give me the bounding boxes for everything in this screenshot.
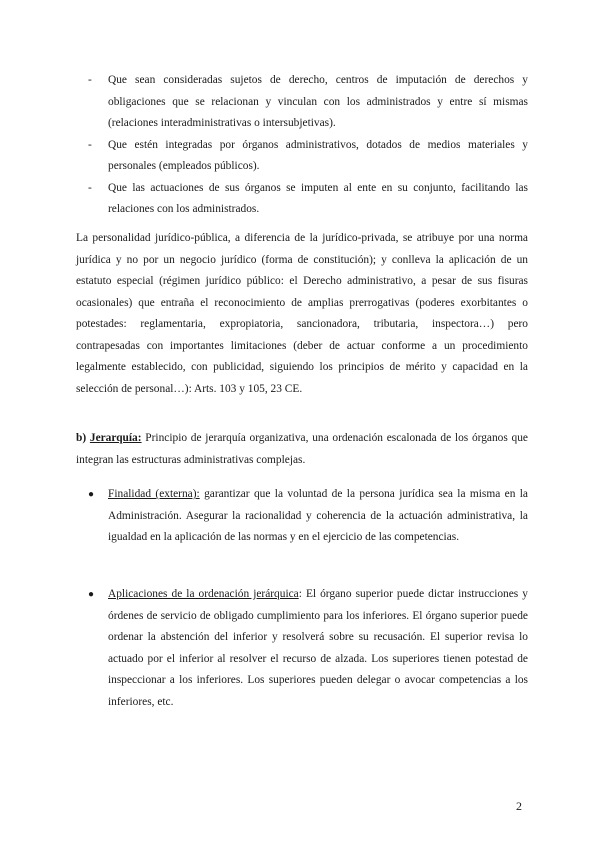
list-item-text: Que sean consideradas sujetos de derecho, centros de imputación de derechos y obligaciones que se relacionan y vinculan con los administrados y entre sí mismas (relaciones interadministrativas o intersubjetivas). — [108, 74, 528, 129]
section-letter: b) — [76, 432, 90, 444]
requirements-list — [88, 70, 528, 221]
bullet-text: garantizar que la voluntad de la persona jurídica sea la misma en la Administración. Asegurar la racionalidad y coherencia de la actuación administrativa, la igualdad en la aplicación de las normas y en el ejercicio de las competencias. — [108, 488, 528, 543]
list-item-text: Que estén integradas por órganos administrativos, dotados de medios materiales y personales (empleados públicos). — [108, 138, 528, 172]
jerarquia-paragraph — [76, 428, 528, 471]
dash-marker: - — [88, 181, 92, 194]
page-number: 2 — [516, 799, 522, 813]
bullet-item-aplicaciones — [88, 584, 528, 713]
bullet-label: Finalidad (externa): — [108, 488, 200, 500]
bullet-text: : El órgano superior puede dictar instrucciones y órdenes de servicio de obligado cumplimiento para los inferiores. El órgano superior puede ordenar la abstención del inferior y resolverá sobre su recusación. El superior revisa lo actuado por el inferior al resolver el recurso de alzada. Los superiores tienen potestad de inspeccionar a los inferiores. Los superiores pueden delegar o avocar competencias a los inferiores, etc. — [108, 588, 528, 708]
list-item-text: Que las actuaciones de sus órganos se imputen al ente en su conjunto, facilitando las relaciones con los administrados. — [108, 181, 528, 215]
section-text: Principio de jerarquía organizativa, una ordenación escalonada de los órganos que integran las estructuras administrativas complejas. — [76, 432, 528, 466]
section-heading: Jerarquía: — [89, 432, 142, 444]
dash-marker: - — [88, 74, 92, 86]
personalidad-paragraph: La personalidad jurídico-pública, a diferencia de la jurídico-privada, se atribuye por una norma jurídica y no por un negocio jurídico (forma de constitución); y conlleva la aplicación de un estatuto especial (régimen jurídico público: el Derecho administrativo, a pesar de sus fisuras ocasionales) que entraña el reconocimiento de amplias prerrogativas (poderes exorbitantes o potestades: reglamentaria, expropiatoria, sancionadora, tributaria, inspectora…) pero contrapesadas con importantes limitaciones (deber de actuar conforme a un procedimiento legalmente establecido, con publicidad, siguiendo los principios de mérito y capacidad en la selección de personal…): Arts. 103 y 105, 23 CE. — [76, 232, 528, 395]
bullet-item-finalidad — [88, 484, 528, 549]
bullet-marker: ● — [88, 489, 95, 500]
bullet-marker: ● — [88, 589, 95, 600]
list-item — [88, 70, 528, 135]
dash-marker: - — [88, 138, 92, 151]
list-item — [88, 178, 528, 221]
list-item — [88, 135, 528, 178]
bullet-label: Aplicaciones de la ordenación jerárquica — [108, 588, 299, 600]
